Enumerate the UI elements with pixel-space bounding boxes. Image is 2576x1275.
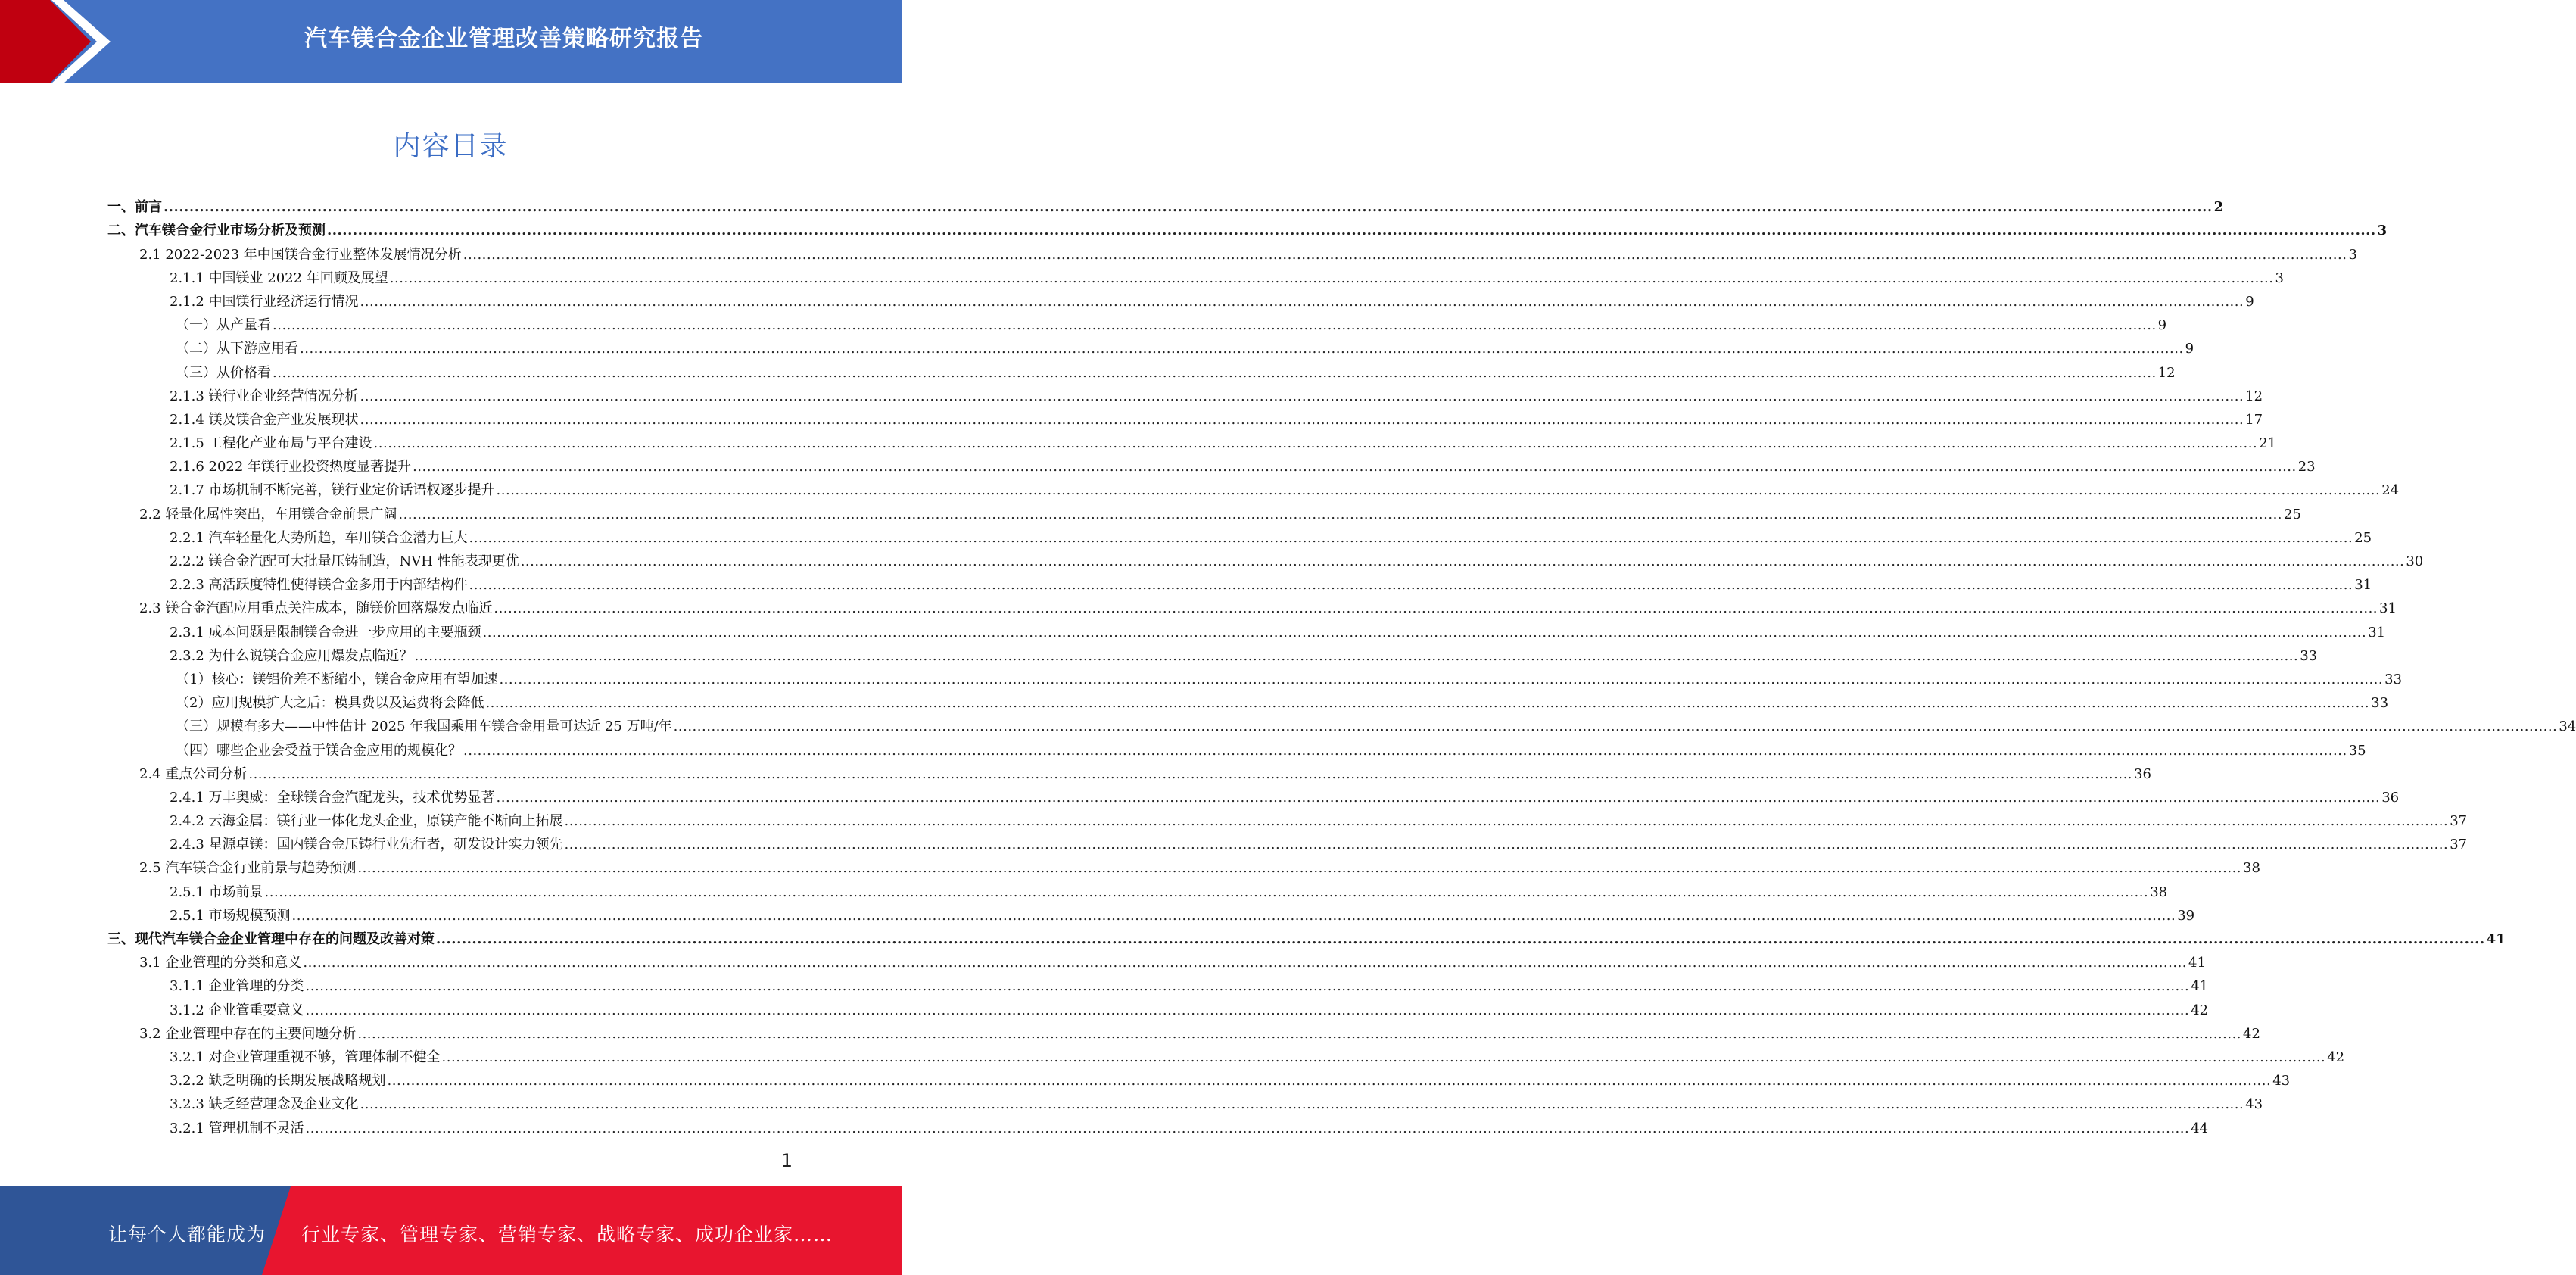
toc-entry-page: 21 [2259, 435, 2277, 452]
toc-leader-dots: ................................................................................................................................................................................................................................................................................................................................................................................................................ [436, 931, 2485, 947]
toc-entry-page: 33 [2300, 647, 2318, 664]
toc-entry-page: 24 [2381, 482, 2400, 499]
toc-entry-label: 3.2.3 缺乏经营理念及企业文化 [170, 1096, 359, 1113]
toc-entry[interactable] [0, 1043, 2345, 1066]
toc-entry[interactable] [0, 901, 2195, 924]
toc-leader-dots: ................................................................................................................................................................................................................................................................................................................................................................................................................ [273, 317, 2157, 334]
toc-entry-page: 3 [2275, 270, 2284, 286]
toc-entry[interactable] [0, 475, 2400, 499]
toc-entry[interactable] [0, 452, 2316, 475]
toc-leader-dots: ................................................................................................................................................................................................................................................................................................................................................................................................................ [305, 1002, 2190, 1018]
toc-entry-label: 一、前言 [107, 199, 162, 216]
toc-entry-page: 12 [2157, 364, 2176, 381]
toc-leader-dots: ................................................................................................................................................................................................................................................................................................................................................................................................................ [414, 647, 2299, 664]
toc-entry-page: 9 [2185, 341, 2194, 357]
toc-entry-page: 31 [2379, 600, 2397, 617]
toc-leader-dots: ................................................................................................................................................................................................................................................................................................................................................................................................................ [482, 624, 2367, 641]
toc-entry-label: 2.2 轻量化属性突出，车用镁合金前景广阔 [139, 506, 397, 522]
toc-entry[interactable] [0, 617, 2386, 641]
toc-entry[interactable] [0, 995, 2209, 1018]
toc-leader-dots: ................................................................................................................................................................................................................................................................................................................................................................................................................ [389, 270, 2274, 286]
toc-entry-page: 31 [2354, 577, 2372, 594]
toc-entry-label: （三）规模有多大——中性估计 2025 年我国乘用车镁合金用量可达近 25 万吨/年 [176, 719, 672, 735]
toc-entry-label: 3.2.1 对企业管理重视不够，管理体制不健全 [170, 1049, 441, 1065]
toc-entry-page: 34 [2559, 719, 2576, 735]
toc-leader-dots: ................................................................................................................................................................................................................................................................................................................................................................................................................ [164, 199, 2213, 216]
toc-leader-dots: ................................................................................................................................................................................................................................................................................................................................................................................................................ [360, 388, 2244, 404]
toc-entry-page: 37 [2450, 837, 2468, 853]
toc-leader-dots: ................................................................................................................................................................................................................................................................................................................................................................................................................ [463, 246, 2347, 263]
toc-entry-label: 3.1 企业管理的分类和意义 [139, 955, 302, 971]
header-title: 汽车镁合金企业管理改善策略研究报告 [304, 26, 703, 52]
toc-leader-dots: ................................................................................................................................................................................................................................................................................................................................................................................................................ [564, 813, 2449, 830]
toc-entry-page: 9 [2157, 317, 2167, 334]
toc-entry-page: 12 [2245, 388, 2263, 404]
toc-entry-label: 2.5.1 市场规模预测 [170, 907, 291, 924]
toc-entry[interactable] [0, 759, 2151, 783]
toc-entry-page: 31 [2368, 624, 2386, 641]
toc-leader-dots: ................................................................................................................................................................................................................................................................................................................................................................................................................ [494, 600, 2378, 617]
toc-entry-label: （二）从下游应用看 [176, 341, 298, 357]
toc-leader-dots: ................................................................................................................................................................................................................................................................................................................................................................................................................ [387, 1073, 2272, 1090]
toc-entry[interactable] [0, 1019, 2260, 1043]
toc-entry[interactable] [0, 712, 2576, 735]
toc-entry-label: （四）哪些企业会受益于镁合金应用的规模化？ [176, 742, 462, 759]
toc-entry[interactable] [0, 429, 2277, 452]
toc-leader-dots: ................................................................................................................................................................................................................................................................................................................................................................................................................ [564, 837, 2449, 853]
toc-title: 内容目录 [393, 131, 509, 162]
toc-leader-dots: ................................................................................................................................................................................................................................................................................................................................................................................................................ [463, 742, 2347, 759]
toc-leader-dots: ................................................................................................................................................................................................................................................................................................................................................................................................................ [300, 341, 2184, 357]
toc-entry[interactable] [0, 1066, 2291, 1090]
toc-leader-dots: ................................................................................................................................................................................................................................................................................................................................................................................................................ [248, 765, 2133, 782]
toc-entry-page: 17 [2245, 411, 2263, 428]
toc-entry[interactable] [0, 192, 2224, 216]
toc-leader-dots: ................................................................................................................................................................................................................................................................................................................................................................................................................ [469, 529, 2353, 546]
toc-entry[interactable] [0, 830, 2468, 853]
toc-entry-page: 41 [2191, 978, 2209, 995]
toc-entry[interactable] [0, 570, 2372, 594]
page-header [0, 0, 902, 83]
toc-entry-label: （一）从产量看 [176, 317, 271, 334]
toc-entry-page: 35 [2348, 742, 2366, 759]
toc-entry-page: 38 [2150, 884, 2168, 900]
toc-entry[interactable] [0, 499, 2301, 522]
toc-entry-label: （2）应用规模扩大之后：模具费以及运费将会降低 [176, 695, 484, 712]
toc-entry[interactable] [0, 405, 2263, 429]
toc-leader-dots: ................................................................................................................................................................................................................................................................................................................................................................................................................ [373, 435, 2258, 452]
toc-leader-dots: ................................................................................................................................................................................................................................................................................................................................................................................................................ [469, 577, 2353, 594]
toc-entry-page: 37 [2450, 813, 2468, 830]
toc-entry[interactable] [0, 971, 2209, 995]
toc-entry-label: 2.3 镁合金汽配应用重点关注成本，随镁价回落爆发点临近 [139, 600, 493, 617]
toc-leader-dots: ................................................................................................................................................................................................................................................................................................................................................................................................................ [303, 955, 2188, 971]
toc-entry-page: 2 [2213, 199, 2224, 216]
toc-entry-page: 43 [2272, 1073, 2291, 1090]
toc-leader-dots: ................................................................................................................................................................................................................................................................................................................................................................................................................ [357, 860, 2242, 877]
toc-entry-page: 42 [2243, 1025, 2260, 1042]
toc-entry-page: 33 [2384, 671, 2403, 687]
toc-leader-dots: ................................................................................................................................................................................................................................................................................................................................................................................................................ [360, 293, 2244, 310]
toc-entry[interactable] [0, 594, 2397, 617]
toc-leader-dots: ................................................................................................................................................................................................................................................................................................................................................................................................................ [264, 884, 2149, 900]
toc-entry-label: 2.4 重点公司分析 [139, 765, 248, 782]
toc-entry[interactable] [0, 735, 2366, 759]
toc-entry-label: 2.1.3 镁行业企业经营情况分析 [170, 388, 359, 404]
toc-entry[interactable] [0, 853, 2260, 877]
toc-entry-page: 44 [2191, 1120, 2209, 1136]
toc-entry-label: 2.1.2 中国镁行业经济运行情况 [170, 293, 359, 310]
toc-entry-label: （三）从价格看 [176, 364, 271, 381]
toc-leader-dots: ................................................................................................................................................................................................................................................................................................................................................................................................................ [360, 1096, 2244, 1113]
toc-entry-label: 2.4.2 云海金属：镁行业一体化龙头企业，原镁产能不断向上拓展 [170, 813, 563, 830]
footer-slogan-left: 让每个人都能成为 [108, 1224, 266, 1245]
toc-leader-dots: ................................................................................................................................................................................................................................................................................................................................................................................................................ [360, 411, 2244, 428]
toc-entry-label: 3.1.1 企业管理的分类 [170, 978, 304, 995]
toc-entry-page: 9 [2245, 293, 2254, 310]
toc-entry-label: 2.2.3 高活跃度特性使得镁合金多用于内部结构件 [170, 577, 468, 594]
toc-leader-dots: ................................................................................................................................................................................................................................................................................................................................................................................................................ [357, 1025, 2242, 1042]
toc-entry-label: 2.4.1 万丰奥威：全球镁合金汽配龙头，技术优势显著 [170, 789, 495, 806]
toc-leader-dots: ................................................................................................................................................................................................................................................................................................................................................................................................................ [496, 789, 2381, 806]
toc-entry-page: 42 [2191, 1002, 2209, 1018]
toc-entry-label: 2.5 汽车镁合金行业前景与趋势预测 [139, 860, 357, 877]
toc-leader-dots: ................................................................................................................................................................................................................................................................................................................................................................................................................ [499, 671, 2384, 687]
toc-entry[interactable] [0, 877, 2168, 900]
toc-leader-dots: ................................................................................................................................................................................................................................................................................................................................................................................................................ [520, 553, 2405, 569]
toc-entry-page: 36 [2134, 765, 2151, 782]
toc-leader-dots: ................................................................................................................................................................................................................................................................................................................................................................................................................ [305, 1120, 2190, 1136]
toc-entry[interactable] [0, 523, 2372, 547]
toc-entry-label: 2.1.5 工程化产业布局与平台建设 [170, 435, 372, 452]
toc-entry[interactable] [0, 287, 2254, 310]
toc-entry[interactable] [0, 665, 2403, 688]
toc-entry-label: 2.2.2 镁合金汽配可大批量压铸制造，NVH 性能表现更优 [170, 553, 519, 569]
toc-entry-label: 2.3.1 成本问题是限制镁合金进一步应用的主要瓶颈 [170, 624, 481, 641]
toc-entry-page: 41 [2486, 931, 2506, 947]
red-chevron-icon [0, 0, 121, 83]
toc-entry-label: 二、汽车镁合金行业市场分析及预测 [107, 223, 326, 239]
toc-entry[interactable] [0, 382, 2263, 405]
toc-entry-label: 3.2 企业管理中存在的主要问题分析 [139, 1025, 357, 1042]
toc-entry-page: 41 [2188, 955, 2206, 971]
toc-entry-label: （1）核心：镁铝价差不断缩小，镁合金应用有望加速 [176, 671, 498, 687]
toc-leader-dots: ................................................................................................................................................................................................................................................................................................................................................................................................................ [673, 719, 2558, 735]
toc-entry[interactable] [0, 263, 2284, 287]
toc-entry-label: 2.2.1 汽车轻量化大势所趋，车用镁合金潜力巨大 [170, 529, 468, 546]
footer-slogan-right: 行业专家、管理专家、营销专家、战略专家、成功企业家…… [301, 1224, 833, 1245]
toc-entry[interactable] [0, 783, 2400, 806]
toc-entry-page: 38 [2243, 860, 2260, 877]
toc-entry[interactable] [0, 547, 2424, 570]
toc-entry-label: 2.1.7 市场机制不断完善，镁行业定价话语权逐步提升 [170, 482, 495, 499]
toc-entry-label: 2.1 2022-2023 年中国镁合金行业整体发展情况分析 [139, 246, 462, 263]
toc-entry-label: 3.2.2 缺乏明确的长期发展战略规划 [170, 1073, 386, 1090]
toc-entry-page: 36 [2381, 789, 2400, 806]
toc-entry-label: 3.1.2 企业管重要意义 [170, 1002, 304, 1018]
toc-entry-page: 23 [2297, 459, 2316, 475]
toc-entry-page: 3 [2377, 223, 2388, 239]
table-of-contents [0, 192, 2576, 1137]
toc-leader-dots: ................................................................................................................................................................................................................................................................................................................................................................................................................ [413, 459, 2297, 475]
toc-leader-dots: ................................................................................................................................................................................................................................................................................................................................................................................................................ [273, 364, 2157, 381]
toc-entry-label: 三、现代汽车镁合金企业管理中存在的问题及改善对策 [107, 931, 435, 947]
toc-entry[interactable] [0, 1090, 2263, 1113]
toc-entry[interactable] [0, 357, 2176, 381]
page-footer [0, 1186, 902, 1275]
toc-entry-page: 3 [2348, 246, 2357, 263]
toc-entry[interactable] [0, 641, 2318, 665]
toc-entry-page: 39 [2177, 907, 2195, 924]
toc-leader-dots: ................................................................................................................................................................................................................................................................................................................................................................................................................ [485, 695, 2370, 712]
toc-entry[interactable] [0, 310, 2167, 334]
toc-leader-dots: ................................................................................................................................................................................................................................................................................................................................................................................................................ [398, 506, 2283, 522]
toc-entry-label: 3.2.1 管理机制不灵活 [170, 1120, 304, 1136]
toc-leader-dots: ................................................................................................................................................................................................................................................................................................................................................................................................................ [496, 482, 2381, 499]
toc-entry[interactable] [0, 216, 2388, 239]
toc-entry-label: 2.1.1 中国镁业 2022 年回顾及展望 [170, 270, 388, 286]
toc-entry-label: 2.3.2 为什么说镁合金应用爆发点临近？ [170, 647, 413, 664]
toc-entry-label: 2.5.1 市场前景 [170, 884, 263, 900]
toc-entry-label: 2.4.3 星源卓镁：国内镁合金压铸行业先行者，研发设计实力领先 [170, 837, 563, 853]
toc-leader-dots: ................................................................................................................................................................................................................................................................................................................................................................................................................ [291, 907, 2176, 924]
toc-entry-label: 2.1.4 镁及镁合金产业发展现状 [170, 411, 359, 428]
toc-entry-page: 30 [2406, 553, 2424, 569]
toc-entry-page: 25 [2284, 506, 2301, 522]
toc-entry-page: 33 [2371, 695, 2389, 712]
toc-entry[interactable] [0, 239, 2357, 263]
toc-leader-dots: ................................................................................................................................................................................................................................................................................................................................................................................................................ [327, 223, 2376, 239]
toc-entry-page: 42 [2327, 1049, 2345, 1065]
toc-entry[interactable] [0, 1113, 2209, 1136]
toc-entry[interactable] [0, 948, 2206, 971]
toc-leader-dots: ................................................................................................................................................................................................................................................................................................................................................................................................................ [441, 1049, 2326, 1065]
toc-entry[interactable] [0, 924, 2506, 948]
toc-entry-page: 25 [2354, 529, 2372, 546]
page-number: 1 [780, 1150, 793, 1171]
toc-leader-dots: ................................................................................................................................................................................................................................................................................................................................................................................................................ [305, 978, 2190, 995]
toc-entry[interactable] [0, 688, 2389, 712]
toc-entry-label: 2.1.6 2022 年镁行业投资热度显著提升 [170, 459, 412, 475]
toc-entry[interactable] [0, 334, 2194, 357]
toc-entry-page: 43 [2245, 1096, 2263, 1113]
toc-entry[interactable] [0, 806, 2468, 830]
